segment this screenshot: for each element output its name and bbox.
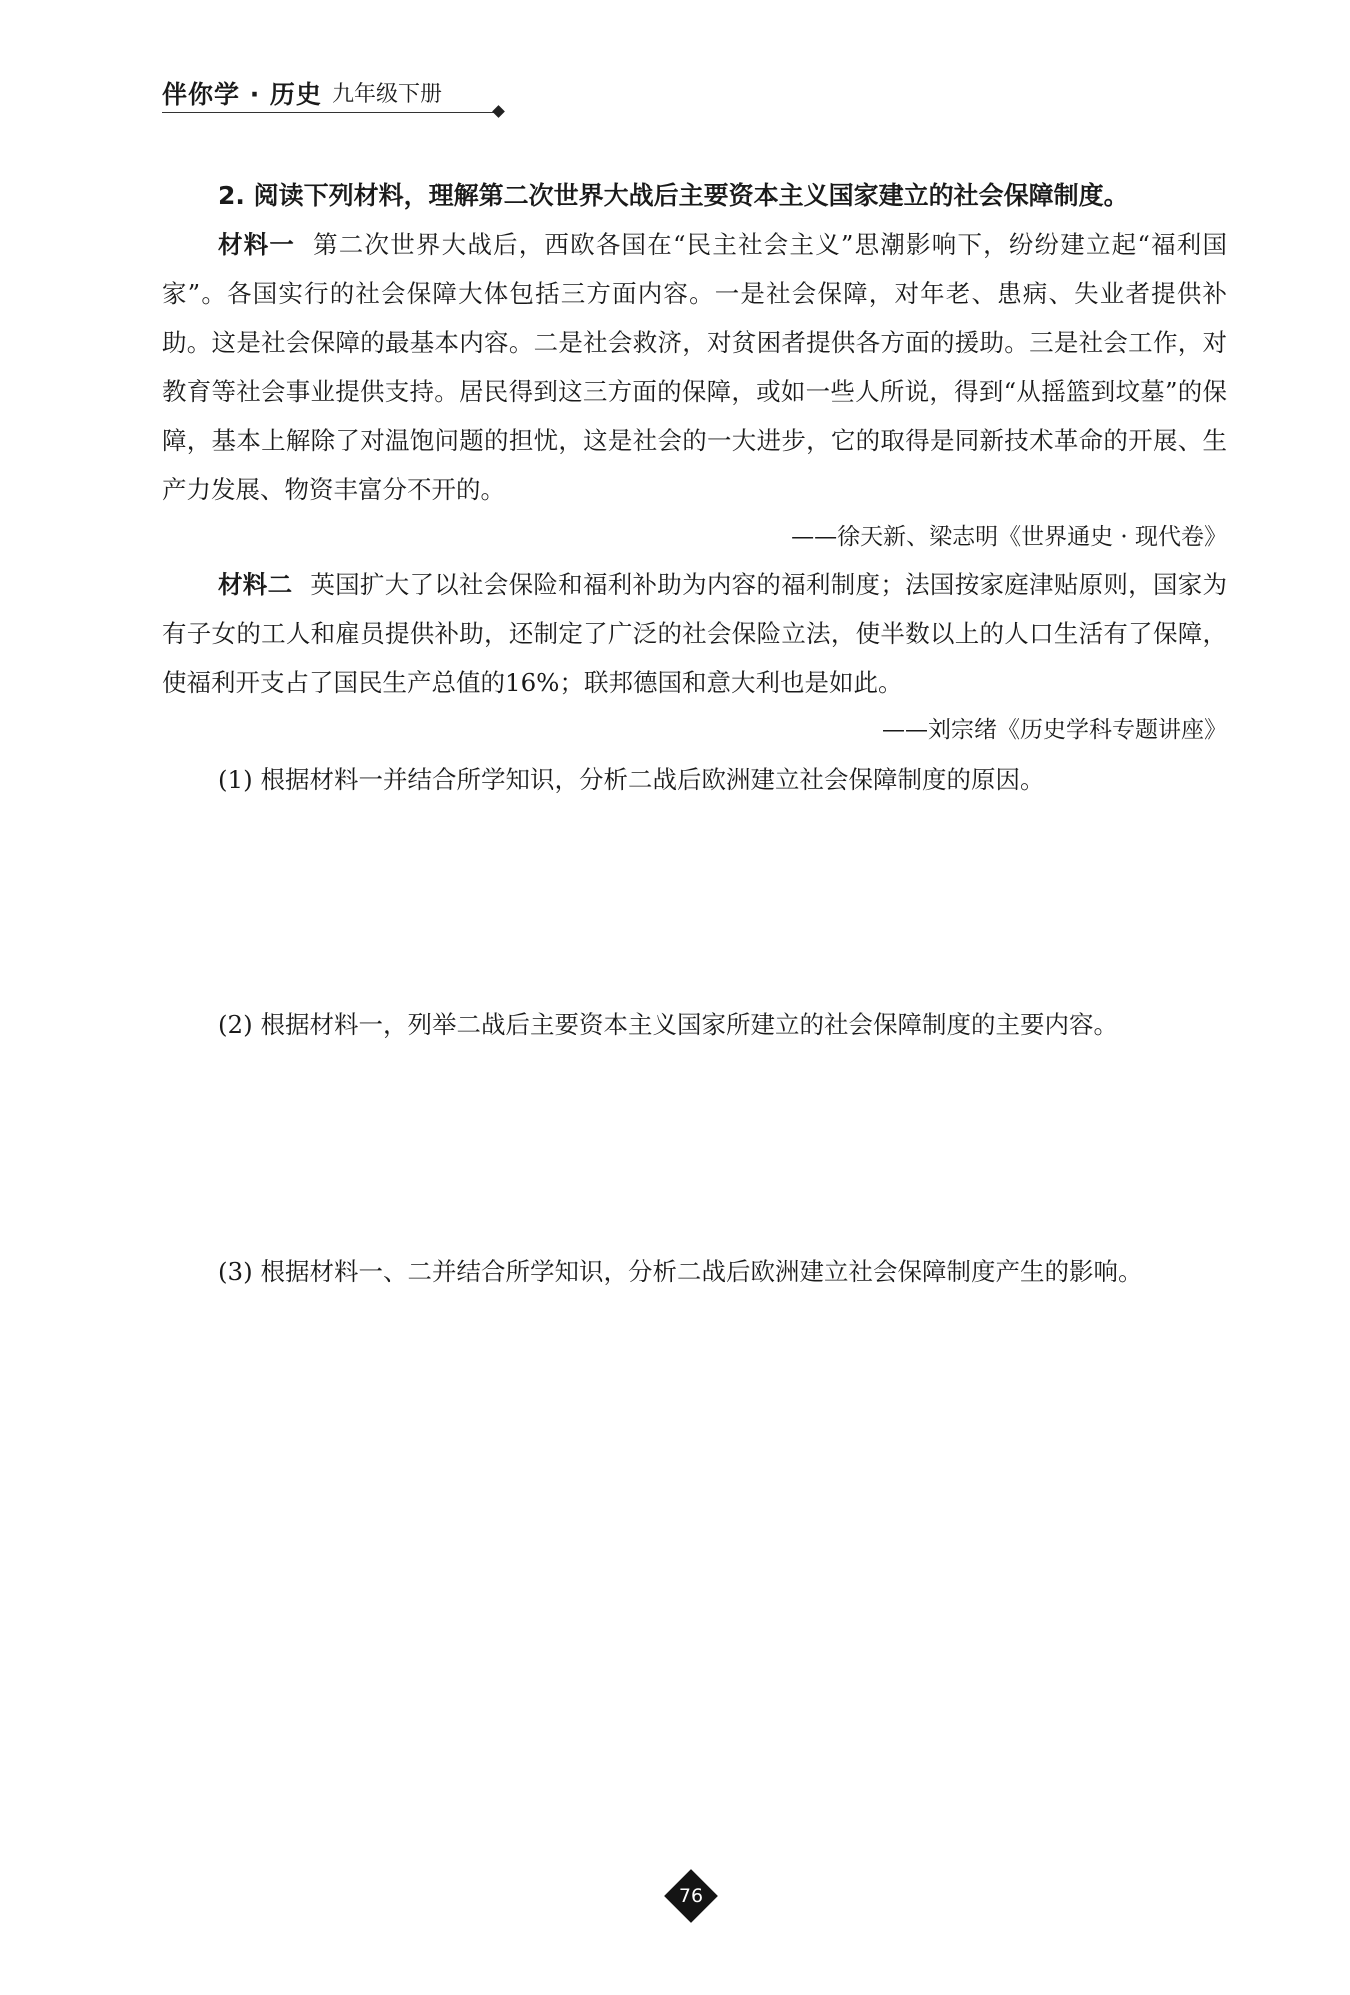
header-rule <box>162 112 498 113</box>
sub-question-2: (2) 根据材料一，列举二战后主要资本主义国家所建立的社会保障制度的主要内容。 <box>218 1010 1118 1039</box>
question-block <box>162 172 1227 1296</box>
material-one-source: ——徐天新、梁志明《世界通史 · 现代卷》 <box>791 524 1227 550</box>
sub-question-1: (1) 根据材料一并结合所学知识，分析二战后欧洲建立社会保障制度的原因。 <box>218 765 1045 794</box>
material-one <box>162 220 1227 514</box>
material-two-label: 材料二 <box>218 570 293 599</box>
page-header <box>162 78 507 112</box>
page-number-badge <box>665 1870 717 1922</box>
question-title: 2. 阅读下列材料，理解第二次世界大战后主要资本主义国家建立的社会保障制度。 <box>218 181 1129 210</box>
header-diamond-icon <box>492 105 505 118</box>
grade-label: 九年级下册 <box>332 82 443 107</box>
material-two-text: 英国扩大了以社会保险和福利补助为内容的福利制度；法国按家庭津贴原则，国家为有子女的工人和雇员提供补助，还制定了广泛的社会保险立法，使半数以上的人口生活有了保障，使福利开支占了国民生产总值的16%；联邦德国和意大利也是如此。 <box>162 570 1228 697</box>
book-brand: 伴你学 · 历史 <box>162 80 322 109</box>
page-number: 76 <box>678 1885 704 1907</box>
material-one-text: 第二次世界大战后，西欧各国在“民主社会主义”思潮影响下，纷纷建立起“福利国家”。各国实行的社会保障大体包括三方面内容。一是社会保障，对年老、患病、失业者提供补助。这是社会保障的最基本内容。二是社会救济，对贫困者提供各方面的援助。三是社会工作，对教育等社会事业提供支持。居民得到这三方面的保障，或如一些人所说，得到“从摇篮到坟墓”的保障，基本上解除了对温饱问题的担忧，这是社会的一大进步，它的取得是同新技术革命的开展、生产力发展、物资丰富分不开的。 <box>162 230 1227 504</box>
sub-question-3: (3) 根据材料一、二并结合所学知识，分析二战后欧洲建立社会保障制度产生的影响。 <box>218 1257 1143 1286</box>
material-one-label: 材料一 <box>218 230 296 259</box>
material-two <box>162 560 1227 707</box>
material-two-source: ——刘宗绪《历史学科专题讲座》 <box>882 717 1227 743</box>
